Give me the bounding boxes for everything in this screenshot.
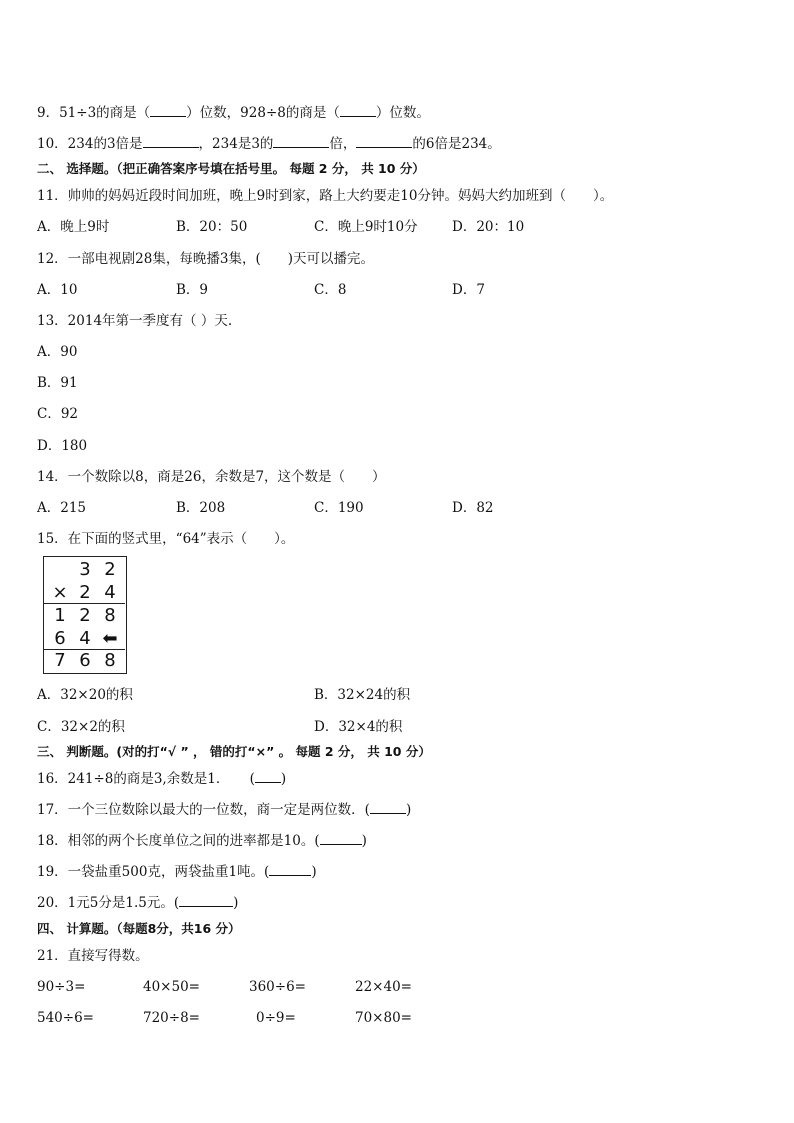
question-13: 13．2014年第一季度有（ ）天. [37,313,233,329]
q20-text: 20．1元5分是1.5元。( [37,895,180,911]
q10-blank-1[interactable] [143,135,199,148]
q16-suffix: ) [280,771,287,787]
q21-item-6[interactable]: 720÷8= [143,1010,200,1026]
question-20 [37,894,238,912]
q18-suffix: ) [361,833,367,849]
question-21: 21．直接写得数。 [37,948,149,964]
q21-item-2[interactable]: 40×50= [143,979,200,995]
calc-r1-c3: 2 [104,559,116,580]
question-11: 11．帅帅的妈妈近段时间加班，晚上9时到家，路上大约要走10分钟。妈妈大约加班到（ ）。 [37,188,614,204]
q18-blank[interactable] [320,832,362,845]
q11-option-b[interactable]: B．20：50 [176,219,248,235]
q21-item-7[interactable]: 0÷9= [256,1010,296,1026]
q17-text: 17．一个三位数除以最大的一位数，商一定是两位数．( [37,802,370,818]
question-16 [37,770,286,788]
calc-r4-c1: 6 [54,628,66,649]
q15-option-c[interactable]: C．32×2的积 [37,719,125,735]
question-19 [37,863,317,881]
q9-suffix: ）位数。 [375,105,430,121]
q14-option-c[interactable]: C．190 [314,500,364,516]
calc-r3-c1: 1 [54,605,66,626]
question-12: 12．一部电视剧28集，每晚播3集，( )天可以播完。 [37,251,374,267]
q13-option-b[interactable]: B．91 [37,375,78,391]
q14-option-a[interactable]: A．215 [37,500,87,516]
q16-blank[interactable] [255,770,281,783]
q21-item-1[interactable]: 90÷3= [37,979,86,995]
question-10 [37,135,501,153]
question-14: 14．一个数除以8，商是26，余数是7，这个数是（ ） [37,469,386,485]
q11-option-d[interactable]: D．20：10 [452,219,525,235]
calc-r5-c1: 7 [54,650,66,671]
q17-suffix: ) [405,802,412,818]
q12-option-a[interactable]: A．10 [37,282,78,298]
q12-option-d[interactable]: D．7 [452,282,485,298]
calc-times-sign: × [52,582,68,603]
q10-mid1: ，234是3的 [198,136,274,152]
q10-suffix: 的6倍是234。 [412,136,501,152]
q11-option-c[interactable]: C．晚上9时10分 [314,219,418,235]
q13-option-c[interactable]: C．92 [37,406,79,422]
q13-option-a[interactable]: A．90 [37,344,78,360]
question-9 [37,104,430,122]
calc-r3-c3: 8 [104,605,116,626]
q11-option-a[interactable]: A．晚上9时 [37,219,110,235]
q13-option-d[interactable]: D．180 [37,438,88,454]
q21-item-8[interactable]: 70×80= [355,1010,412,1026]
q14-option-d[interactable]: D．82 [452,500,494,516]
q9-mid: ）位数，928÷8的商是（ [186,105,340,121]
calc-r1-c2: 3 [79,559,91,580]
q10-blank-3[interactable] [356,135,412,148]
q18-text: 18．相邻的两个长度单位之间的进率都是10。( [37,833,320,849]
section-3-heading: 三、 判断题。(对的打“√ ” ， 错的打“×” 。 每题 2 分， 共 10 分） [37,744,431,759]
q15-option-a[interactable]: A．32×20的积 [37,687,133,703]
question-18 [37,832,367,850]
question-17 [37,801,411,819]
q17-blank[interactable] [370,801,406,814]
q21-item-3[interactable]: 360÷6= [249,979,306,995]
left-arrow-icon: ⬅ [102,628,118,649]
q10-prefix: 10．234的3倍是 [37,136,143,152]
calc-r5-c2: 6 [79,650,91,671]
calc-rule-1 [44,603,125,604]
q9-blank-2[interactable] [340,104,376,117]
calc-r5-c3: 8 [104,650,116,671]
q19-suffix: ) [311,864,317,880]
section-2-heading: 二、 选择题。（把正确答案序号填在括号里。 每题 2 分， 共 10 分） [37,161,425,176]
q19-text: 19．一袋盐重500克，两袋盐重1吨。( [37,864,270,880]
q20-suffix: ) [233,895,239,911]
q15-option-b[interactable]: B．32×24的积 [314,687,411,703]
q19-blank[interactable] [269,863,311,876]
q9-blank-1[interactable] [150,104,186,117]
calc-r3-c2: 2 [79,605,91,626]
calc-r2-c2: 2 [79,582,91,603]
vertical-multiplication [43,556,127,674]
q10-blank-2[interactable] [273,135,329,148]
q16-text: 16．241÷8的商是3,余数是1． ( [37,771,255,787]
q14-option-b[interactable]: B．208 [176,500,226,516]
question-15: 15．在下面的竖式里，“64”表示（ ）。 [37,531,295,547]
q20-blank[interactable] [179,894,233,907]
q15-option-d[interactable]: D．32×4的积 [314,719,403,735]
calc-r2-c3: 4 [104,582,116,603]
q9-prefix: 9．51÷3的商是（ [37,105,151,121]
q21-item-5[interactable]: 540÷6= [37,1010,94,1026]
section-4-heading: 四、 计算题。（每题8分，共16 分） [37,921,241,936]
calc-r4-c2: 4 [79,628,91,649]
q12-option-c[interactable]: C．8 [314,282,347,298]
q21-item-4[interactable]: 22×40= [355,979,412,995]
q12-option-b[interactable]: B．9 [176,282,209,298]
q10-mid2: 倍， [329,136,357,152]
